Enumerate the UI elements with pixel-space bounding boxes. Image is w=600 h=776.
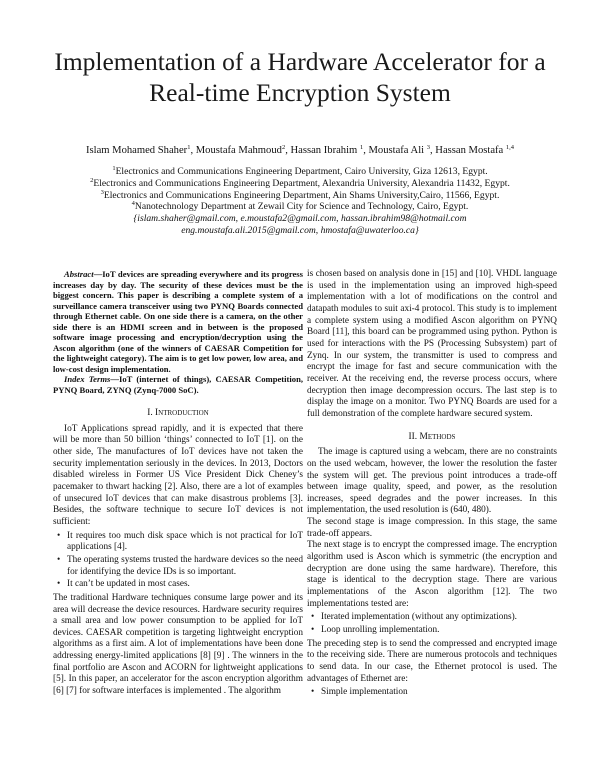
affiliation: $^1$Electronics and Communications Engineering Department, Cairo University, Giza 12613, Egypt. (112, 165, 488, 177)
author: Moustafa Mahmoud$^2$, (195, 144, 291, 156)
intro-paragraph-1: IoT Applications spread rapidly, and it is expected that there will be more than 50 billion ‘things’ connected to IoT [1]. on the other side, The manufactures of IoT devices have not taken the security implementation seriously in the devices. In 2013, Doctors disabled wireless in Former US Vice President Dick Cheney’s pacemaker to thwart hacking [2]. Also, there are a lot of examples of unsecured IoT devices that can make disastrous problems [3]. Besides, the software technique to secure IoT devices is not sufficient: (53, 423, 303, 527)
paper-title (40, 46, 560, 108)
abstract: Abstract—IoT devices are spreading everywhere and its progress increases day by day. The security of these devices must be the biggest concern. This paper is describing a complete system of a surveillance camera transceiver using two PYNQ Boards connected through Ethernet cable. On one side there is a camera, on the other side there is an HDMI screen and in between is the proposed software image processing and encryption/decryption using the Ascon algorithm (one of the winners of CAESAR Competition for the lightweight category). The aim is to get low power, low area, and low-cost design implementation. (53, 269, 303, 374)
list-item: • Loop unrolling implementation. (321, 625, 557, 637)
methods-paragraph-3: The next stage is to encrypt the compressed image. The encryption algorithm used is Ascon which is symmetric (the encryption and decryption are done using the same hardware). Therefore, this stage is identical to the decryption stage. There are various implementations of the Ascon algorithm [12]. The two implementations tested are: (307, 540, 557, 609)
author-list (20, 144, 580, 158)
title-line-2: Real-time Encryption System (149, 78, 451, 107)
author: Hassan Mostafa $^{1,4}$ (435, 144, 515, 156)
author: Hassan Ibrahim $^1$, (290, 144, 369, 156)
index-terms: Index Terms—IoT (internet of things), CAESAR Competition, PYNQ Board, ZYNQ (Zynq-7000 SoC). (53, 374, 304, 395)
affiliations (20, 166, 580, 237)
section-heading-methods: II. Methods (408, 431, 456, 442)
author: Moustafa Ali $^3$, (368, 144, 436, 156)
email-line-2: eng.moustafa.ali.2015@gmail.com, hmostafa@uwaterloo.ca} (181, 224, 419, 236)
ethernet-advantages-list (307, 687, 557, 699)
affiliation: $^2$Electronics and Communications Engineering Department, Alexandria University, Alexandria 11432, Egypt. (90, 176, 510, 189)
list-item: • It can’t be updated in most cases. (67, 579, 303, 591)
author: Islam Mohamed Shaher$^1$, (85, 144, 196, 156)
intro-bullet-list (53, 531, 303, 591)
intro-paragraph-2-continued: is chosen based on analysis done in [15] and [10]. VHDL language is used in the implementation using an improved high-speed implementation with a lot of modifications on the control and datapath modules to suit axi-4 protocol. This study is to implement a complete system using a modified Ascon algorithm on PYNQ Board [11], this board can be programmed using python. Python is used for interactions with the PS (Processing Subsystem) part of Zynq. In our system, the transmitter is used to compress and encrypt the image for fast and secure communication with the receiver. At the receiving end, the reverse process occurs, where decryption then image decompression occurs. The last step is to display the image on a monitor. Two PYNQ Boards are used for a full demonstration of the complete hardware secured system. (307, 269, 557, 419)
methods-paragraph-2: The second stage is image compression. In this stage, the same trade-off appears. (307, 517, 557, 539)
left-column (53, 269, 303, 698)
methods-paragraph-1: The image is captured using a webcam, there are no constraints on the used webcam, however, the lower the resolution the faster the system will get. The previous point introduces a trade-off between image quality, speed, and power, as the resolution increases, speed degrades and the power increases. In this implementation, the used resolution is (640, 480). (307, 447, 557, 516)
intro-paragraph-2: The traditional Hardware techniques consume large power and its area will decrease the device resources. Hardware security requires a small area and low power consumption to be applied for IoT devices. CAESAR competition is targeting lightweight encryption algorithms as a first aim. A lot of implementations have been done addressing energy-limited applications [8] [9] . The winners in the final portfolio are Ascon and ACORN for lightweight applications [5]. In this paper, an accelerator for the ascon encryption algorithm [6] [7] for software interfaces is implemented . The algorithm (53, 592, 303, 697)
section-heading-introduction: I. Introduction (147, 408, 209, 418)
list-item: • It requires too much disk space which is not practical for IoT applications [4]. (67, 531, 303, 554)
list-item: • Simple implementation (321, 687, 557, 699)
affiliation: $^4$Nanotechnology Department at Zewail City for Science and Technology, Cairo, Egypt. (131, 200, 469, 213)
methods-bullet-list (307, 612, 557, 636)
right-column (307, 269, 557, 701)
list-item: • Iterated implementation (without any optimizations). (321, 612, 557, 624)
list-item: • The operating systems trusted the hardware devices so the need for identifying the device IDs is so important. (67, 555, 303, 578)
title-line-1: Implementation of a Hardware Accelerator for a (54, 47, 546, 76)
affiliation: $^3$Electronics and Communications Engineering Department, Ain Shams University,Cairo, 11566, Egypt. (100, 188, 500, 201)
methods-paragraph-4: The preceding step is to send the compressed and encrypted image to the receiving side. There are numerous protocols and techniques to send data. In our case, the Ethernet protocol is used. The advantages of Ethernet are: (307, 638, 557, 684)
email-line-1: {islam.shaher@gmail.com, e.moustafa2@gmail.com, hassan.ibrahim98@hotmail.com (133, 213, 467, 225)
